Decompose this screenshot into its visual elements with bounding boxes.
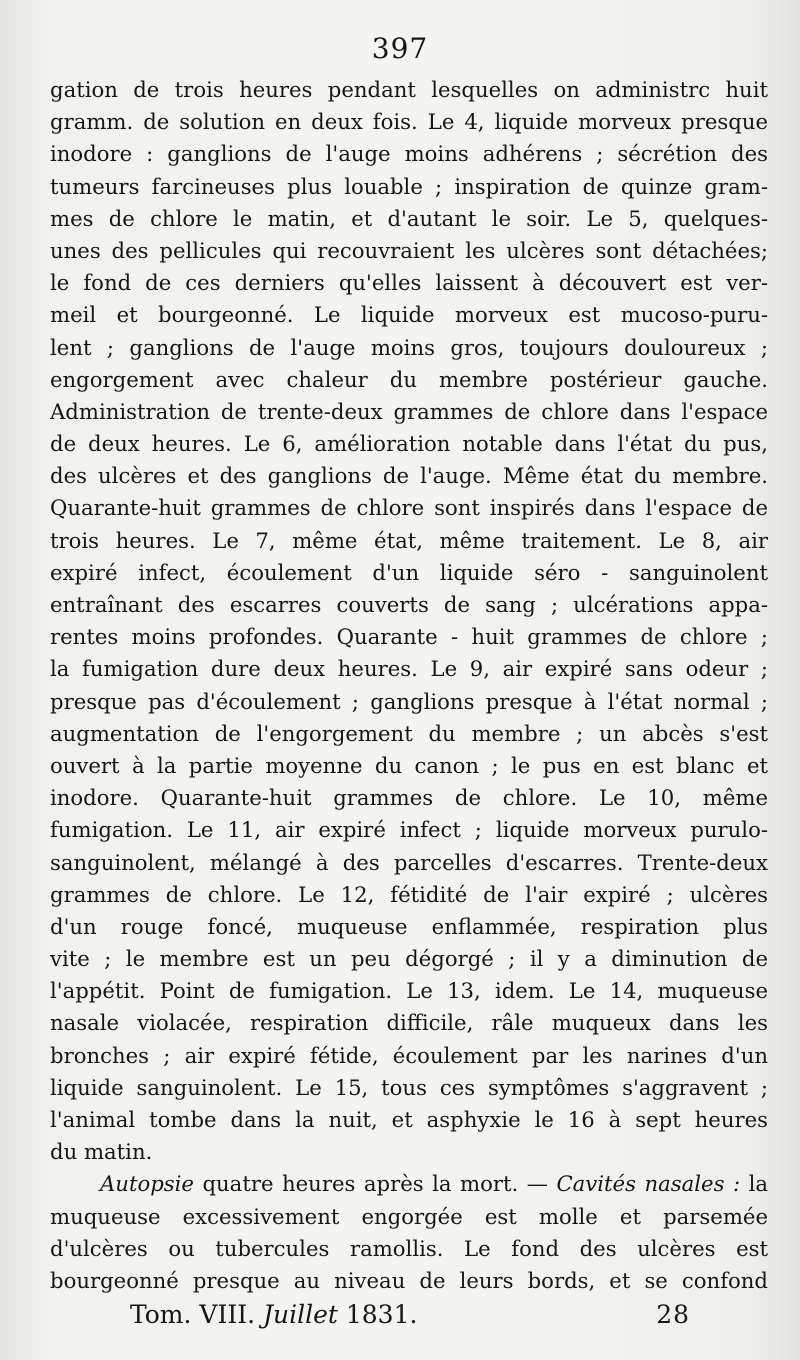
text-line: des ulcères et des ganglions de l'auge. Même état du membre.: [50, 463, 768, 489]
footer-year: 1831.: [345, 1300, 418, 1329]
text-line: d'ulcères ou tubercules ramollis. Le fond des ulcères est: [50, 1235, 768, 1261]
text-line: du matin.: [50, 1139, 153, 1165]
text-line: inodore : ganglions de l'auge moins adhérens ; sécrétion des: [50, 141, 768, 167]
text-line: d'un rouge foncé, muqueuse enflammée, respiration plus: [50, 913, 768, 939]
text-line: l'animal tombe dans la nuit, et asphyxie le 16 à sept heures: [50, 1107, 768, 1132]
text-line: fumigation. Le 11, air expiré infect ; liquide morveux purulo-: [50, 817, 768, 843]
autopsie-lead: Autopsie: [100, 1171, 194, 1197]
autopsie-text-1: quatre heures après la mort. —: [193, 1171, 557, 1197]
paragraph-main: [50, 74, 768, 1168]
text-line: unes des pellicules qui recouvraient les ulcères sont détachées;: [50, 237, 768, 263]
text-line: lent ; ganglions de l'auge moins gros, toujours douloureux ;: [50, 334, 768, 360]
paragraph-autopsie: [50, 1168, 768, 1297]
page-number: 397: [371, 32, 429, 65]
text-line: tumeurs farcineuses plus louable ; inspiration de quinze gram-: [50, 173, 768, 199]
text-line: le fond de ces derniers qu'elles laissent à découvert est ver-: [50, 270, 768, 296]
text-line: de deux heures. Le 6, amélioration notable dans l'état du pus,: [50, 431, 768, 457]
autopsie-first-line: [50, 1168, 768, 1200]
text-line: nasale violacée, respiration difficile, râle muqueux dans les: [50, 1010, 768, 1036]
autopsie-subhead: Cavités nasales :: [556, 1171, 741, 1197]
footer-imprint: [130, 1300, 417, 1329]
text-line: expiré infect, écoulement d'un liquide séro - sanguinolent: [50, 559, 768, 585]
text-line: augmentation de l'engorgement du membre ; un abcès s'est: [50, 720, 768, 746]
text-line: presque pas d'écoulement ; ganglions presque à l'état normal ;: [50, 688, 768, 714]
text-line: ouvert à la partie moyenne du canon ; le pus en est blanc et: [50, 752, 768, 778]
text-line: gation de trois heures pendant lesquelles on administrc huit: [50, 77, 768, 102]
text-line: sanguinolent, mélangé à des parcelles d'escarres. Trente-deux: [50, 849, 768, 875]
text-line: inodore. Quarante-huit grammes de chlore. Le 10, même: [50, 785, 768, 811]
text-line: rentes moins profondes. Quarante - huit grammes de chlore ;: [50, 624, 768, 650]
text-line: mes de chlore le matin, et d'autant le soir. Le 5, quelques-: [50, 205, 768, 231]
footer-volume: Tom. VIII.: [130, 1300, 256, 1329]
text-line: gramm. de solution en deux fois. Le 4, liquide morveux presque: [50, 109, 768, 135]
text-line: grammes de chlore. Le 12, fétidité de l'air expiré ; ulcères: [50, 881, 768, 907]
body-text: [50, 74, 768, 1297]
footer-month: Juillet: [262, 1300, 338, 1329]
text-line: l'appétit. Point de fumigation. Le 13, idem. Le 14, muqueuse: [50, 978, 768, 1004]
text-line: muqueuse excessivement engorgée est molle et parsemée: [50, 1203, 768, 1229]
text-line: liquide sanguinolent. Le 15, tous ces symptômes s'aggravent ;: [50, 1074, 768, 1100]
text-line: bronches ; air expiré fétide, écoulement par les narines d'un: [50, 1042, 768, 1068]
text-line: bourgeonné presque au niveau de leurs bords, et se confond: [50, 1267, 768, 1293]
text-line: entraînant des escarres couverts de sang ; ulcérations appa-: [50, 592, 768, 617]
footer-signature: 28: [656, 1300, 690, 1329]
text-line: Administration de trente-deux grammes de chlore dans l'espace: [50, 398, 768, 424]
text-line: engorgement avec chaleur du membre postérieur gauche.: [50, 366, 768, 392]
text-line: vite ; le membre est un peu dégorgé ; il y a diminution de: [50, 946, 768, 972]
autopsie-text-2: la: [740, 1171, 768, 1197]
text-line: trois heures. Le 7, même état, même traitement. Le 8, air: [50, 527, 768, 553]
text-line: la fumigation dure deux heures. Le 9, air expiré sans odeur ;: [50, 656, 768, 682]
text-line: Quarante-huit grammes de chlore sont inspirés dans l'espace de: [50, 495, 768, 521]
page-footer: [130, 1300, 690, 1329]
text-line: meil et bourgeonné. Le liquide morveux est mucoso-puru-: [50, 302, 768, 328]
